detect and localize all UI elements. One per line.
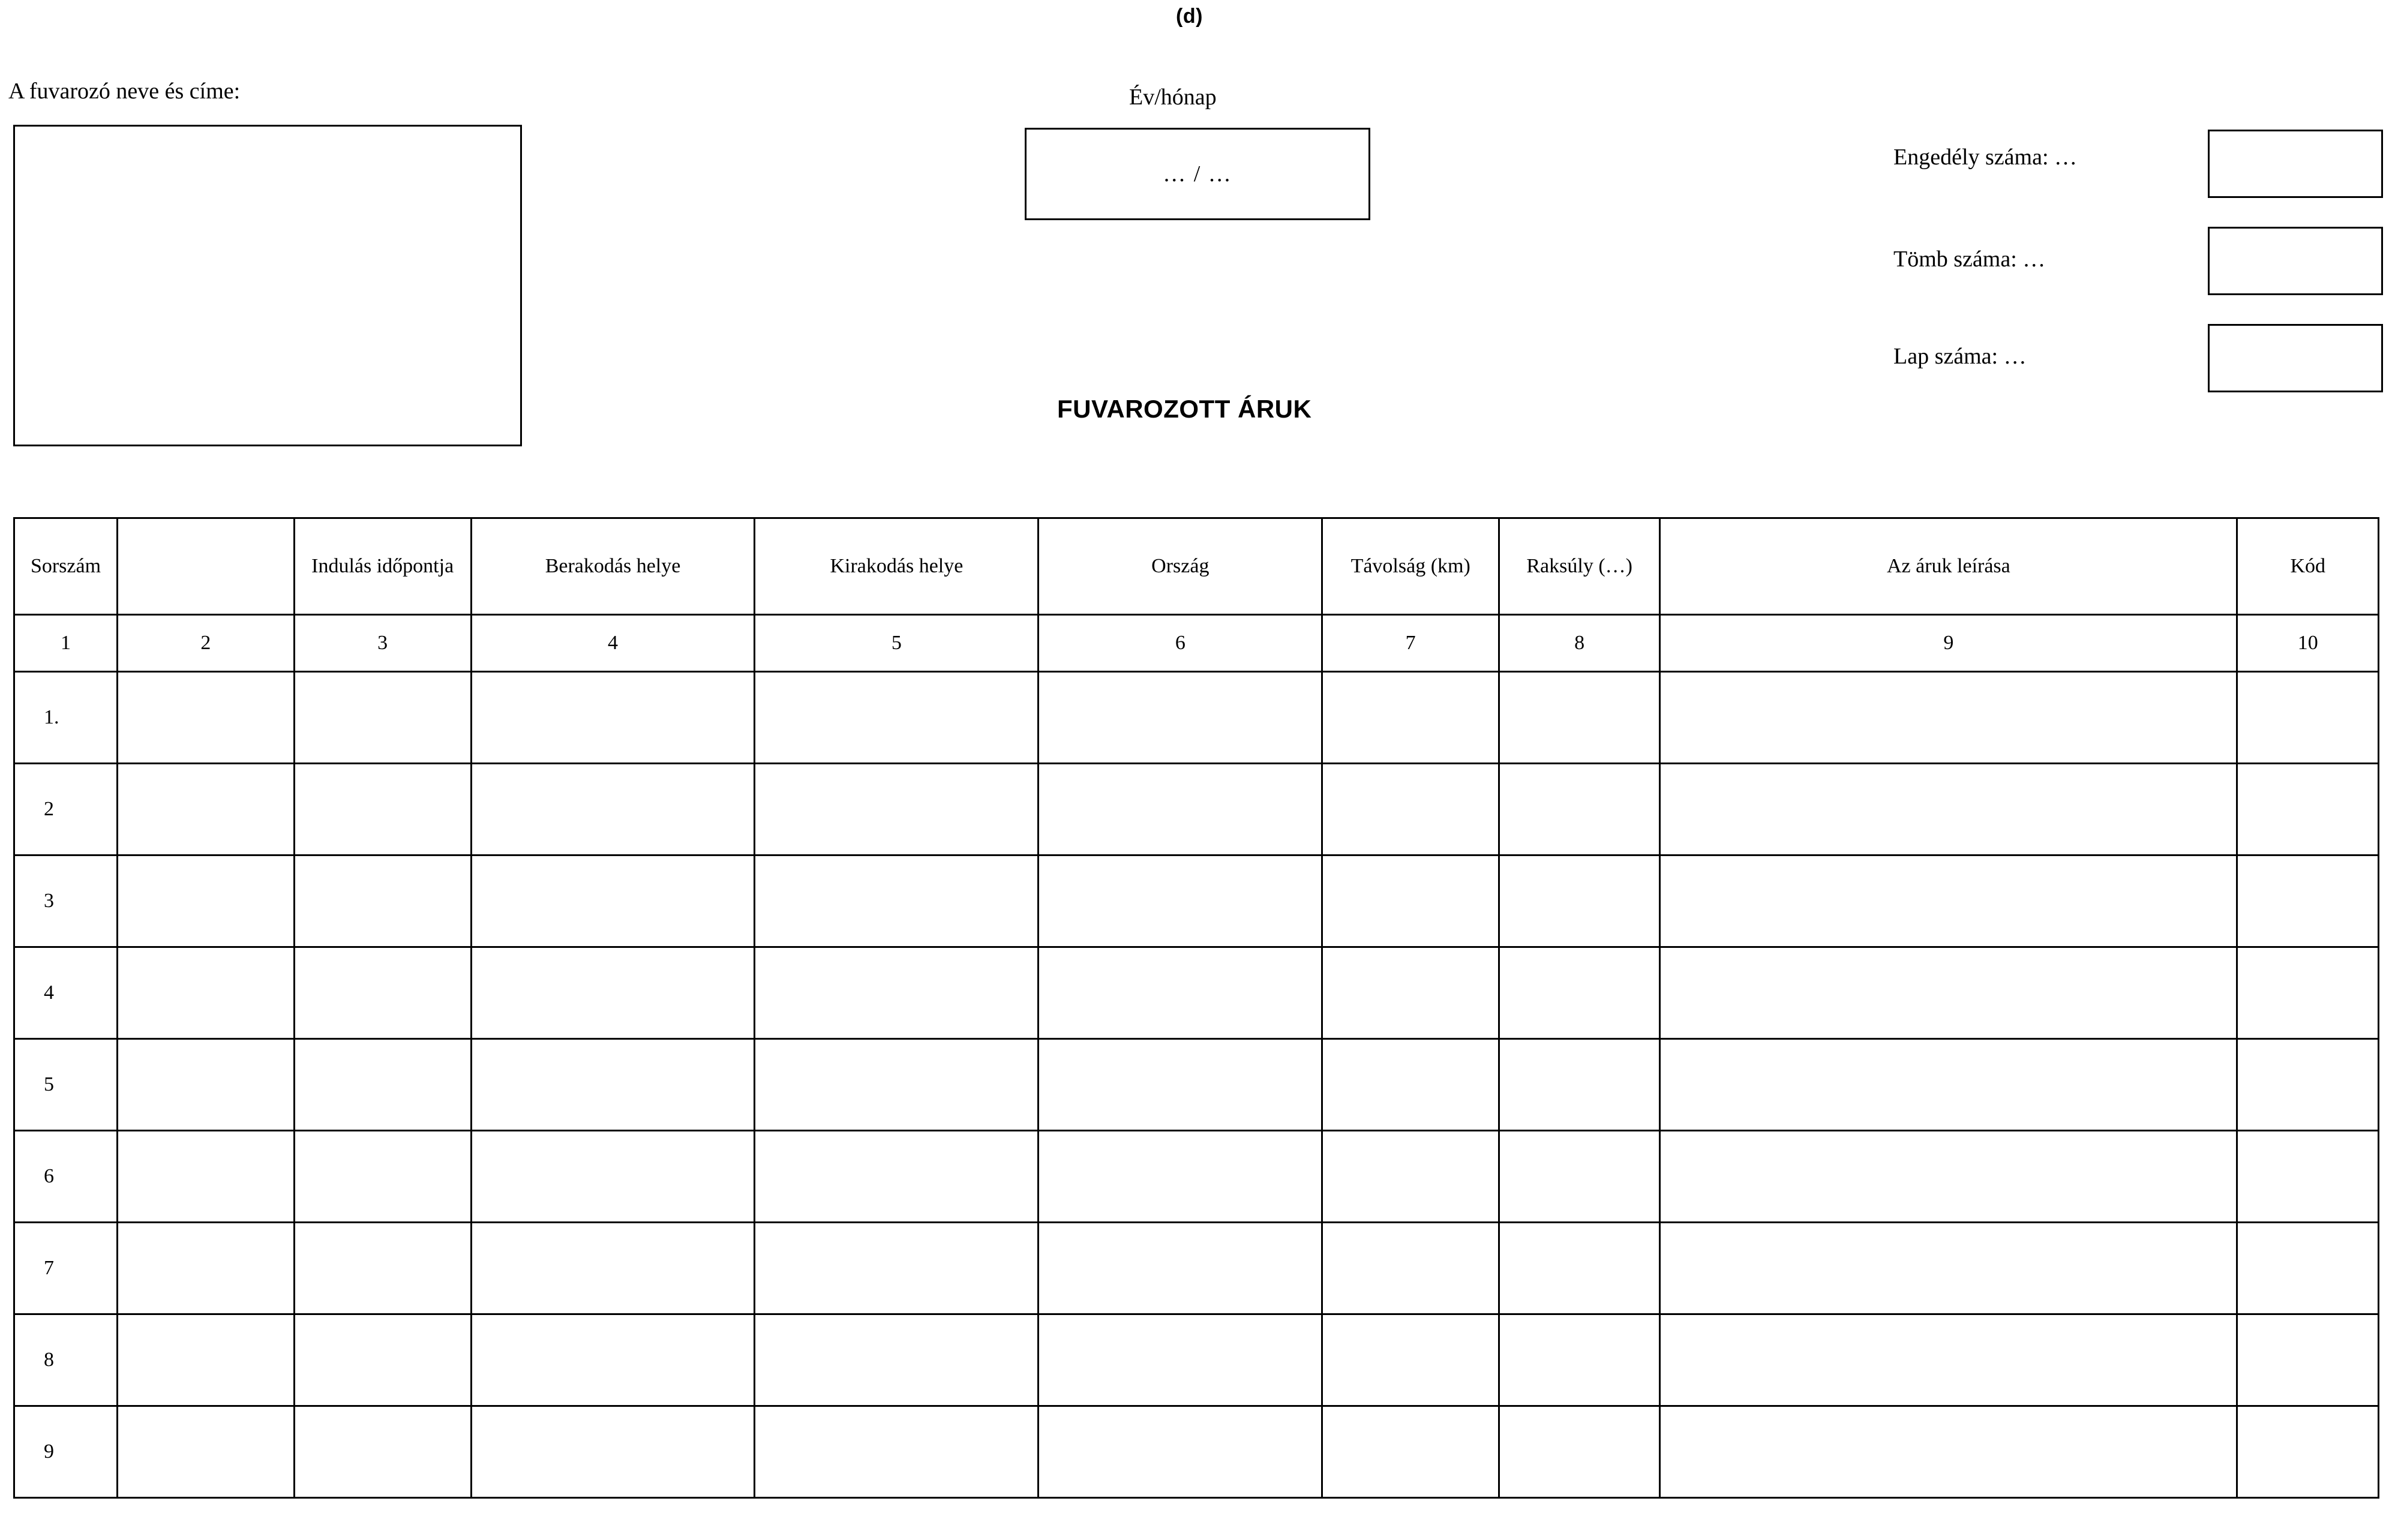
row-cell[interactable] xyxy=(294,947,471,1039)
row-cell[interactable] xyxy=(2237,1406,2379,1498)
row-cell[interactable] xyxy=(2237,1039,2379,1131)
row-cell[interactable] xyxy=(294,855,471,947)
row-cell[interactable] xyxy=(471,1039,755,1131)
row-cell[interactable] xyxy=(2237,1131,2379,1223)
row-cell[interactable] xyxy=(1039,1406,1322,1498)
permit-number-label: Engedély száma: … xyxy=(1893,145,2078,170)
row-cell[interactable] xyxy=(755,672,1039,764)
row-cell[interactable] xyxy=(2237,1314,2379,1406)
column-number: 7 xyxy=(1322,615,1499,672)
row-cell[interactable] xyxy=(294,1131,471,1223)
row-cell[interactable] xyxy=(1499,764,1660,855)
table-row xyxy=(14,672,2379,764)
row-index: 4 xyxy=(14,947,118,1039)
row-cell[interactable] xyxy=(471,1406,755,1498)
row-cell[interactable] xyxy=(294,764,471,855)
section-marker: (d) xyxy=(1176,5,1203,28)
row-cell[interactable] xyxy=(1499,855,1660,947)
row-index: 9 xyxy=(14,1406,118,1498)
column-number: 3 xyxy=(294,615,471,672)
row-cell[interactable] xyxy=(1499,1406,1660,1498)
table-row xyxy=(14,1039,2379,1131)
column-number: 2 xyxy=(117,615,294,672)
column-header-raksuly: Raksúly (…) xyxy=(1499,518,1660,615)
row-cell[interactable] xyxy=(117,1314,294,1406)
table-row xyxy=(14,947,2379,1039)
row-cell[interactable] xyxy=(1660,1406,2237,1498)
permit-number-field[interactable] xyxy=(2208,130,2383,198)
row-cell[interactable] xyxy=(1322,672,1499,764)
column-header-blank xyxy=(117,518,294,615)
row-cell[interactable] xyxy=(1322,1223,1499,1314)
row-cell[interactable] xyxy=(1322,1039,1499,1131)
column-number: 10 xyxy=(2237,615,2379,672)
table-row xyxy=(14,764,2379,855)
row-cell[interactable] xyxy=(1039,672,1322,764)
row-index: 7 xyxy=(14,1223,118,1314)
row-cell[interactable] xyxy=(755,1223,1039,1314)
row-cell[interactable] xyxy=(1499,1223,1660,1314)
year-month-field[interactable] xyxy=(1025,128,1370,220)
row-cell[interactable] xyxy=(1499,947,1660,1039)
book-number-field[interactable] xyxy=(2208,227,2383,295)
row-cell[interactable] xyxy=(1322,1314,1499,1406)
row-index: 2 xyxy=(14,764,118,855)
column-header-orszag: Ország xyxy=(1039,518,1322,615)
row-cell[interactable] xyxy=(471,672,755,764)
row-cell[interactable] xyxy=(471,1314,755,1406)
column-number: 9 xyxy=(1660,615,2237,672)
table-row xyxy=(14,1314,2379,1406)
row-cell[interactable] xyxy=(1039,947,1322,1039)
row-cell[interactable] xyxy=(1660,672,2237,764)
table-header-row xyxy=(14,518,2379,615)
row-cell[interactable] xyxy=(1322,1406,1499,1498)
row-index: 3 xyxy=(14,855,118,947)
row-cell[interactable] xyxy=(2237,855,2379,947)
row-index: 6 xyxy=(14,1131,118,1223)
table-row xyxy=(14,1406,2379,1498)
carrier-name-address-field[interactable] xyxy=(13,125,522,446)
table-column-number-row xyxy=(14,615,2379,672)
row-cell[interactable] xyxy=(1039,1131,1322,1223)
sheet-number-label: Lap száma: … xyxy=(1893,344,2027,369)
column-header-sorszam: Sorszám xyxy=(14,518,118,615)
book-number-label: Tömb száma: … xyxy=(1893,247,2046,272)
row-cell[interactable] xyxy=(1499,1131,1660,1223)
row-cell[interactable] xyxy=(117,1039,294,1131)
column-header-aruk-leirasa: Az áruk leírása xyxy=(1660,518,2237,615)
row-cell[interactable] xyxy=(117,947,294,1039)
goods-table xyxy=(13,517,2379,1499)
row-cell[interactable] xyxy=(1660,1131,2237,1223)
column-number: 1 xyxy=(14,615,118,672)
row-index: 8 xyxy=(14,1314,118,1406)
sheet-number-field[interactable] xyxy=(2208,324,2383,392)
row-cell[interactable] xyxy=(1660,1039,2237,1131)
row-cell[interactable] xyxy=(1039,764,1322,855)
row-cell[interactable] xyxy=(1039,1039,1322,1131)
column-number: 8 xyxy=(1499,615,1660,672)
row-cell[interactable] xyxy=(471,855,755,947)
row-cell[interactable] xyxy=(2237,1223,2379,1314)
row-cell[interactable] xyxy=(1322,764,1499,855)
year-month-label: Év/hónap xyxy=(1129,85,1217,110)
page-title: FUVAROZOTT ÁRUK xyxy=(1057,395,1312,423)
row-cell[interactable] xyxy=(471,947,755,1039)
row-cell[interactable] xyxy=(755,947,1039,1039)
row-cell[interactable] xyxy=(755,1406,1039,1498)
row-cell[interactable] xyxy=(1499,1039,1660,1131)
column-header-indulas-idopontja: Indulás időpontja xyxy=(294,518,471,615)
row-cell[interactable] xyxy=(294,1223,471,1314)
column-number: 6 xyxy=(1039,615,1322,672)
row-cell[interactable] xyxy=(117,672,294,764)
row-index: 5 xyxy=(14,1039,118,1131)
column-header-tavolsag: Távolság (km) xyxy=(1322,518,1499,615)
row-cell[interactable] xyxy=(2237,947,2379,1039)
row-cell[interactable] xyxy=(1322,855,1499,947)
table-row xyxy=(14,855,2379,947)
table-row xyxy=(14,1223,2379,1314)
column-number: 4 xyxy=(471,615,755,672)
column-header-kod: Kód xyxy=(2237,518,2379,615)
column-header-kirakodas-helye: Kirakodás helye xyxy=(755,518,1039,615)
row-cell[interactable] xyxy=(2237,672,2379,764)
row-cell[interactable] xyxy=(755,1314,1039,1406)
row-cell[interactable] xyxy=(117,1223,294,1314)
year-month-value: … / … xyxy=(1163,161,1232,187)
row-cell[interactable] xyxy=(1499,672,1660,764)
carrier-name-address-label: A fuvarozó neve és címe: xyxy=(8,79,241,104)
table-row xyxy=(14,1131,2379,1223)
row-cell[interactable] xyxy=(755,1039,1039,1131)
row-index: 1. xyxy=(14,672,118,764)
row-cell[interactable] xyxy=(1322,1131,1499,1223)
row-cell[interactable] xyxy=(294,1314,471,1406)
row-cell[interactable] xyxy=(1039,1314,1322,1406)
row-cell[interactable] xyxy=(2237,764,2379,855)
row-cell[interactable] xyxy=(755,1131,1039,1223)
row-cell[interactable] xyxy=(117,855,294,947)
goods-table-wrapper xyxy=(13,517,2379,1499)
row-cell[interactable] xyxy=(1039,855,1322,947)
row-cell[interactable] xyxy=(755,855,1039,947)
row-cell[interactable] xyxy=(471,764,755,855)
row-cell[interactable] xyxy=(117,1406,294,1498)
row-cell[interactable] xyxy=(755,764,1039,855)
row-cell[interactable] xyxy=(471,1223,755,1314)
row-cell[interactable] xyxy=(1660,1314,2237,1406)
row-cell[interactable] xyxy=(117,764,294,855)
row-cell[interactable] xyxy=(294,1406,471,1498)
row-cell[interactable] xyxy=(471,1131,755,1223)
row-cell[interactable] xyxy=(1660,1223,2237,1314)
row-cell[interactable] xyxy=(1660,764,2237,855)
column-number: 5 xyxy=(755,615,1039,672)
row-cell[interactable] xyxy=(294,672,471,764)
row-cell[interactable] xyxy=(1660,855,2237,947)
row-cell[interactable] xyxy=(1039,1223,1322,1314)
row-cell[interactable] xyxy=(1499,1314,1660,1406)
row-cell[interactable] xyxy=(294,1039,471,1131)
row-cell[interactable] xyxy=(117,1131,294,1223)
row-cell[interactable] xyxy=(1322,947,1499,1039)
column-header-berakodas-helye: Berakodás helye xyxy=(471,518,755,615)
row-cell[interactable] xyxy=(1660,947,2237,1039)
